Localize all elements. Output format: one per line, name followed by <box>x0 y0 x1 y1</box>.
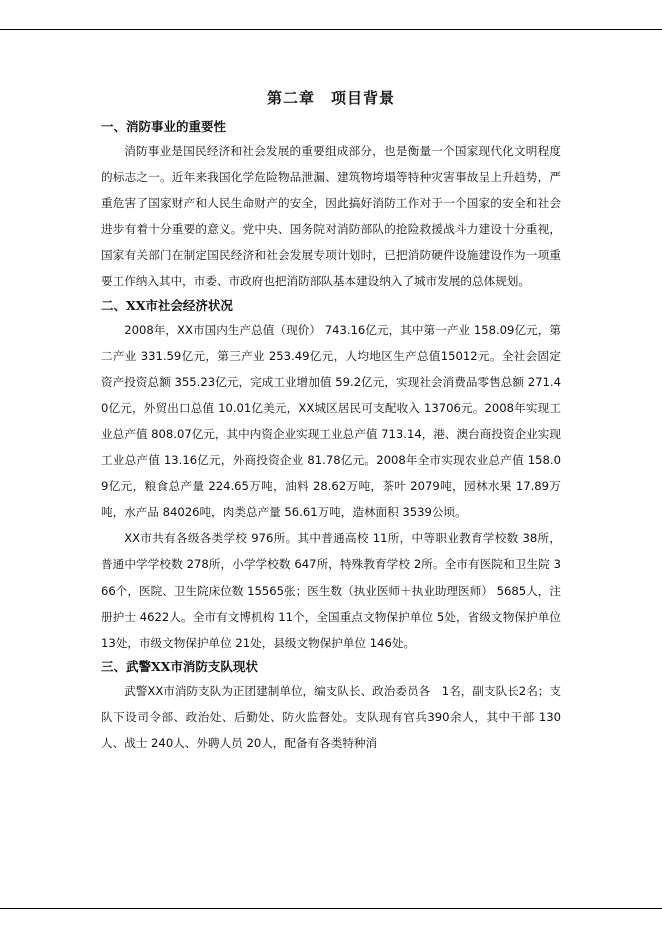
section-fire-brigade <box>101 656 561 756</box>
paragraph: 2008年，XX市国内生产总值（现价） 743.16亿元，其中第一产业 158.09亿元，第二产业 331.59亿元，第三产业 253.49亿元，人均地区生产总值15012元。全社会固定资产投资总额 355.23亿元，完成工业增加值 59.2亿元，实现社会消费品零售总额 271.40亿元，外贸出口总值 10.01亿美元，XX城区居民可支配收入 13706元。2008年实现工业总产值 808.07亿元，其中内资企业实现工业总产值 713.14，港、澳台商投资企业实现工业总产值 13.16亿元，外商投资企业 81.78亿元。2008年全市实现农业总产值 158.09亿元，粮食总产量 224.65万吨，油料 28.62万吨，茶叶 2079吨，园林水果 17.89万吨，水产品 84026吨，肉类总产量 56.61万吨，造林面积 3539公顷。 <box>101 322 561 520</box>
section-importance <box>101 116 561 295</box>
paragraph: 消防事业是国民经济和社会发展的重要组成部分，也是衡量一个国家现代化文明程度的标志之一。近年来我国化学危险物品泄漏、建筑物垮塌等特种灾害事故呈上升趋势，严重危害了国家财产和人民生命财产的安全，因此搞好消防工作对于一个国家的安全和社会进步有着十分重要的意义。党中央、国务院对消防部队的抢险救援战斗力建设十分重视，国家有关部门在制定国民经济和社会发展专项计划时，已把消防硬件设施建设作为一项重要工作纳入其中，市委、市政府也把消防部队基本建设纳入了城市发展的总体规划。 <box>101 144 561 289</box>
section-heading: 三、武警XX市消防支队现状 <box>101 658 258 674</box>
section-heading: 一、消防事业的重要性 <box>101 119 227 134</box>
bottom-rule <box>0 908 662 909</box>
section-heading: 二、XX市社会经济状况 <box>101 297 233 313</box>
paragraph: 武警XX市消防支队为正团建制单位，编支队长、政治委员各 1名，副支队长2名；支队下设司令部、政治处、后勤处、防火监督处。支队现有官兵390余人，其中干部 130人、战士 240人、外聘人员 20人，配备有各类特种消 <box>101 683 561 750</box>
document-body <box>101 86 561 756</box>
top-rule <box>0 29 662 30</box>
chapter-title: 第二章 项目背景 <box>266 89 395 107</box>
section-economy <box>101 295 561 656</box>
paragraph: XX市共有各级各类学校 976所。其中普通高校 11所，中等职业教育学校数 38所，普通中学学校数 278所，小学学校数 647所，特殊教育学校 2所。全市有医院和卫生院 366个，医院、卫生院床位数 15565张；医生数（执业医师＋执业助理医师） 5685人，注册护士 4622人。全市有文博机构 11个，全国重点文物保护单位 5处，省级文物保护单位 13处，市级文物保护单位 21处，县级文物保护单位 146处。 <box>101 531 561 650</box>
